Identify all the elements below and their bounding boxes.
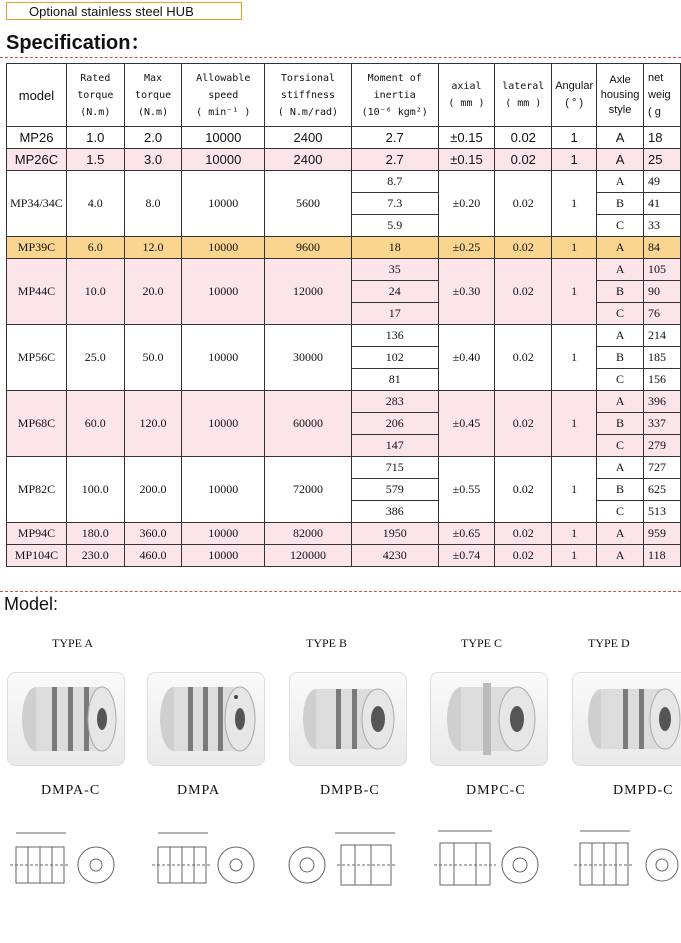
cell-axial: ±0.30	[438, 259, 495, 325]
cell-allowable-speed: 10000	[182, 545, 265, 567]
cell-angular: 1	[552, 545, 597, 567]
cell-axle-housing-style: C	[597, 369, 644, 391]
cell-allowable-speed: 10000	[182, 325, 265, 391]
cell-rated-torque: 100.0	[66, 457, 124, 523]
cell-net-weight: 156	[644, 369, 681, 391]
cell-model: MP34/34C	[7, 171, 67, 237]
table-row	[7, 149, 681, 171]
type-d-label: TYPE D	[588, 636, 630, 650]
cell-torsional-stiffness: 60000	[265, 391, 352, 457]
cell-moment-of-inertia: 2.7	[351, 127, 438, 149]
cell-axle-housing-style: A	[597, 457, 644, 479]
cell-angular: 1	[552, 149, 597, 171]
cell-rated-torque: 6.0	[66, 237, 124, 259]
cell-moment-of-inertia: 5.9	[351, 215, 438, 237]
cell-max-torque: 2.0	[124, 127, 182, 149]
cell-lateral: 0.02	[495, 545, 552, 567]
cell-torsional-stiffness: 12000	[265, 259, 352, 325]
cell-axle-housing-style: A	[597, 149, 644, 171]
drawing-dmpc-c	[428, 825, 548, 900]
product-name-dmpa-c: DMPA-C	[41, 783, 101, 798]
table-row	[7, 457, 681, 479]
cell-axle-housing-style: B	[597, 281, 644, 303]
cell-rated-torque: 1.0	[66, 127, 124, 149]
cell-max-torque: 360.0	[124, 523, 182, 545]
model-title: Model:	[4, 594, 59, 614]
cell-model: MP68C	[7, 391, 67, 457]
cell-allowable-speed: 10000	[182, 457, 265, 523]
cell-axial: ±0.25	[438, 237, 495, 259]
type-b-label: TYPE B	[306, 636, 348, 650]
cell-axle-housing-style: B	[597, 413, 644, 435]
cell-net-weight: 513	[644, 501, 681, 523]
cell-axial: ±0.55	[438, 457, 495, 523]
cell-lateral: 0.02	[495, 127, 552, 149]
cell-axle-housing-style: A	[597, 523, 644, 545]
header-model: model	[7, 64, 67, 127]
product-image-dmpd-c	[572, 672, 681, 766]
cell-axle-housing-style: A	[597, 259, 644, 281]
cell-rated-torque: 25.0	[66, 325, 124, 391]
table-row	[7, 127, 681, 149]
specification-table	[6, 63, 681, 567]
cell-net-weight: 396	[644, 391, 681, 413]
cell-axial: ±0.40	[438, 325, 495, 391]
cell-moment-of-inertia: 8.7	[351, 171, 438, 193]
table-row	[7, 391, 681, 413]
cell-allowable-speed: 10000	[182, 149, 265, 171]
cell-max-torque: 3.0	[124, 149, 182, 171]
cell-max-torque: 460.0	[124, 545, 182, 567]
product-image-dmpc-c	[430, 672, 548, 766]
cell-net-weight: 49	[644, 171, 681, 193]
cell-moment-of-inertia: 102	[351, 347, 438, 369]
cell-max-torque: 120.0	[124, 391, 182, 457]
cell-moment-of-inertia: 17	[351, 303, 438, 325]
cell-allowable-speed: 10000	[182, 523, 265, 545]
header-rated-torque: Rated torque (N.m)	[66, 64, 124, 127]
divider-top	[0, 57, 681, 58]
cell-angular: 1	[552, 171, 597, 237]
cell-axial: ±0.20	[438, 171, 495, 237]
cell-axle-housing-style: C	[597, 501, 644, 523]
cell-lateral: 0.02	[495, 149, 552, 171]
product-image-dmpb-c	[289, 672, 407, 766]
cell-moment-of-inertia: 35	[351, 259, 438, 281]
cell-model: MP82C	[7, 457, 67, 523]
cell-net-weight: 959	[644, 523, 681, 545]
cell-moment-of-inertia: 24	[351, 281, 438, 303]
cell-lateral: 0.02	[495, 391, 552, 457]
cell-model: MP26	[7, 127, 67, 149]
cell-angular: 1	[552, 237, 597, 259]
cell-moment-of-inertia: 206	[351, 413, 438, 435]
cell-axial: ±0.74	[438, 545, 495, 567]
cell-moment-of-inertia: 136	[351, 325, 438, 347]
cell-torsional-stiffness: 9600	[265, 237, 352, 259]
cell-axle-housing-style: A	[597, 171, 644, 193]
cell-moment-of-inertia: 386	[351, 501, 438, 523]
product-name-dmpa: DMPA	[177, 783, 221, 798]
cell-allowable-speed: 10000	[182, 127, 265, 149]
cell-lateral: 0.02	[495, 325, 552, 391]
cell-allowable-speed: 10000	[182, 171, 265, 237]
cell-torsional-stiffness: 82000	[265, 523, 352, 545]
table-row	[7, 325, 681, 347]
cell-net-weight: 41	[644, 193, 681, 215]
cell-rated-torque: 60.0	[66, 391, 124, 457]
cell-angular: 1	[552, 457, 597, 523]
cell-axle-housing-style: C	[597, 303, 644, 325]
product-name-dmpb-c: DMPB-C	[320, 783, 380, 798]
cell-axle-housing-style: B	[597, 479, 644, 501]
cell-net-weight: 118	[644, 545, 681, 567]
cell-net-weight: 84	[644, 237, 681, 259]
cell-moment-of-inertia: 715	[351, 457, 438, 479]
product-image-dmpa	[147, 672, 265, 766]
table-row	[7, 523, 681, 545]
cell-model: MP56C	[7, 325, 67, 391]
cell-lateral: 0.02	[495, 259, 552, 325]
cell-rated-torque: 10.0	[66, 259, 124, 325]
cell-torsional-stiffness: 120000	[265, 545, 352, 567]
cell-net-weight: 105	[644, 259, 681, 281]
cell-axle-housing-style: A	[597, 545, 644, 567]
cell-axial: ±0.15	[438, 127, 495, 149]
cell-net-weight: 727	[644, 457, 681, 479]
type-a-label: TYPE A	[52, 636, 94, 650]
header-axial: axial ( mm )	[438, 64, 495, 127]
product-name-dmpc-c: DMPC-C	[466, 783, 526, 798]
cell-axle-housing-style: C	[597, 215, 644, 237]
cell-net-weight: 279	[644, 435, 681, 457]
cell-axle-housing-style: A	[597, 325, 644, 347]
cell-lateral: 0.02	[495, 171, 552, 237]
table-row	[7, 545, 681, 567]
cell-angular: 1	[552, 325, 597, 391]
cell-model: MP39C	[7, 237, 67, 259]
cell-angular: 1	[552, 391, 597, 457]
cell-max-torque: 200.0	[124, 457, 182, 523]
cell-net-weight: 90	[644, 281, 681, 303]
cell-axle-housing-style: B	[597, 193, 644, 215]
cell-rated-torque: 230.0	[66, 545, 124, 567]
cell-torsional-stiffness: 5600	[265, 171, 352, 237]
cell-axle-housing-style: A	[597, 127, 644, 149]
cell-moment-of-inertia: 2.7	[351, 149, 438, 171]
cell-model: MP26C	[7, 149, 67, 171]
cell-max-torque: 50.0	[124, 325, 182, 391]
cell-angular: 1	[552, 523, 597, 545]
drawing-dmpb-c	[285, 825, 405, 900]
cell-rated-torque: 1.5	[66, 149, 124, 171]
cell-angular: 1	[552, 259, 597, 325]
cell-model: MP94C	[7, 523, 67, 545]
cell-angular: 1	[552, 127, 597, 149]
cell-moment-of-inertia: 1950	[351, 523, 438, 545]
cell-axle-housing-style: B	[597, 347, 644, 369]
table-row	[7, 237, 681, 259]
header-torsional-stiffness: Torsional stiffness ( N.m/rad)	[265, 64, 352, 127]
drawing-dmpa-c	[6, 825, 126, 900]
cell-net-weight: 625	[644, 479, 681, 501]
cell-max-torque: 12.0	[124, 237, 182, 259]
header-moment-of-inertia: Moment of inertia (10⁻⁶ kgm²)	[351, 64, 438, 127]
cell-allowable-speed: 10000	[182, 259, 265, 325]
table-header-row	[7, 64, 681, 127]
cell-axle-housing-style: C	[597, 435, 644, 457]
header-angular: Angular ( ° )	[552, 64, 597, 127]
cell-max-torque: 20.0	[124, 259, 182, 325]
drawing-dmpa	[148, 825, 268, 900]
product-image-dmpa-c	[7, 672, 125, 766]
cell-moment-of-inertia: 18	[351, 237, 438, 259]
cell-torsional-stiffness: 2400	[265, 149, 352, 171]
cell-net-weight: 76	[644, 303, 681, 325]
cell-lateral: 0.02	[495, 523, 552, 545]
cell-axle-housing-style: A	[597, 237, 644, 259]
cell-rated-torque: 180.0	[66, 523, 124, 545]
table-row	[7, 171, 681, 193]
cell-lateral: 0.02	[495, 457, 552, 523]
cell-net-weight: 185	[644, 347, 681, 369]
cell-axle-housing-style: A	[597, 391, 644, 413]
type-c-label: TYPE C	[461, 636, 503, 650]
drawing-dmpd-c	[570, 825, 681, 900]
cell-axial: ±0.15	[438, 149, 495, 171]
cell-moment-of-inertia: 147	[351, 435, 438, 457]
cell-moment-of-inertia: 4230	[351, 545, 438, 567]
header-lateral: lateral ( mm )	[495, 64, 552, 127]
cell-moment-of-inertia: 283	[351, 391, 438, 413]
specification-title: Specification：	[6, 32, 151, 54]
cell-moment-of-inertia: 81	[351, 369, 438, 391]
header-net-weight: net weig ( g	[644, 64, 681, 127]
header-max-torque: Max torque (N.m)	[124, 64, 182, 127]
cell-net-weight: 337	[644, 413, 681, 435]
cell-torsional-stiffness: 30000	[265, 325, 352, 391]
cell-net-weight: 33	[644, 215, 681, 237]
cell-model: MP104C	[7, 545, 67, 567]
cell-lateral: 0.02	[495, 237, 552, 259]
cell-axial: ±0.45	[438, 391, 495, 457]
cell-allowable-speed: 10000	[182, 237, 265, 259]
cell-moment-of-inertia: 579	[351, 479, 438, 501]
cell-moment-of-inertia: 7.3	[351, 193, 438, 215]
cell-model: MP44C	[7, 259, 67, 325]
header-allowable-speed: Allowable speed ( min⁻¹ )	[182, 64, 265, 127]
cell-axial: ±0.65	[438, 523, 495, 545]
cell-net-weight: 214	[644, 325, 681, 347]
cell-net-weight: 25	[644, 149, 681, 171]
header-axle-housing-style: Axle housing style	[597, 64, 644, 127]
product-name-dmpd-c: DMPD-C	[613, 783, 674, 798]
divider-bottom	[0, 591, 681, 592]
cell-torsional-stiffness: 72000	[265, 457, 352, 523]
cell-max-torque: 8.0	[124, 171, 182, 237]
cell-allowable-speed: 10000	[182, 391, 265, 457]
table-row	[7, 259, 681, 281]
cell-rated-torque: 4.0	[66, 171, 124, 237]
cell-net-weight: 18	[644, 127, 681, 149]
cell-torsional-stiffness: 2400	[265, 127, 352, 149]
stainless-hub-label: Optional stainless steel HUB	[6, 2, 242, 20]
